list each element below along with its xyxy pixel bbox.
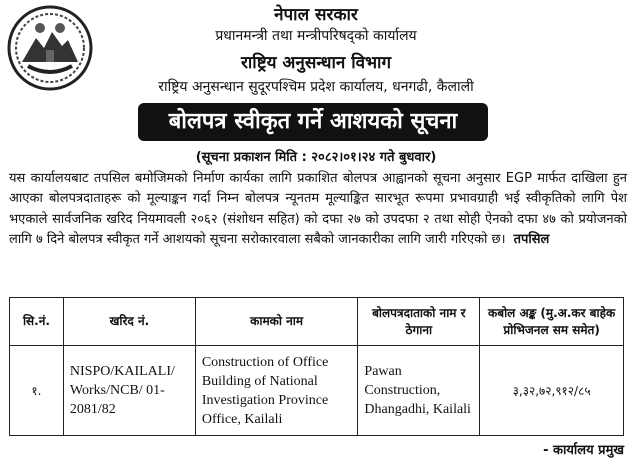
bid-table xyxy=(9,297,624,436)
office-address: राष्ट्रिय अनुसन्धान सुदूरपश्चिम प्रदेश कार्यालय, धनगढी, कैलाली xyxy=(158,79,474,95)
cell-procurement-no: NISPO/KAILALI/ Works/NCB/ 01-2081/82 xyxy=(63,346,195,436)
department-name: राष्ट्रिय अनुसन्धान विभाग xyxy=(240,53,392,73)
col-header-work-name: कामको नाम xyxy=(195,298,358,346)
col-header-sn: सि.नं. xyxy=(10,298,64,346)
notice-body xyxy=(9,169,627,250)
notice-body-text: यस कार्यालयबाट तपसिल बमोजिमको निर्माण कार्यका लागि प्रकाशित बोलपत्र आह्वानको सूचना अनुसार EGP मार्फत दाखिला हुन आएका बोलपत्रदाताहरू को मूल्याङ्कन गर्दा निम्न बोलपत्र न्यूनतम मूल्याङ्कित सारभूत रूपमा प्रभावग्राही भई स्वीकृतिको लागि पेश भएकाले सार्वजनिक खरिद नियमावली २०६२ (संशोधन सहित) को दफा २७ को उपदफा २ तथा सोही ऐनको दफा ४७ को प्रयोजनको लागि ७ दिने बोलपत्र स्वीकृत गर्ने आशयको सूचना सरोकारवाला सबैको जानकारीका लागि जारी गरिएको छ। xyxy=(9,171,627,247)
notice-title: बोलपत्र स्वीकृत गर्ने आशयको सूचना xyxy=(138,103,488,141)
cell-bidder: Pawan Construction, Dhangadhi, Kailali xyxy=(358,346,480,436)
cell-work-name: Construction of Office Building of National Investigation Province Office, Kailali xyxy=(195,346,358,436)
tapsil-label: तपसिल xyxy=(513,231,550,247)
cell-amount: ३,३२,७२,९१२/८५ xyxy=(480,346,624,436)
col-header-procurement-no: खरिद नं. xyxy=(63,298,195,346)
org-name: नेपाल सरकार xyxy=(274,5,358,25)
cell-sn: १. xyxy=(10,346,64,436)
ministry-name: प्रधानमन्त्री तथा मन्त्रीपरिषद्को कार्यालय xyxy=(215,28,417,44)
col-header-amount: कबोल अङ्क (मु.अ.कर बाहेक प्रोभिजनल सम समेत) xyxy=(480,298,624,346)
table-row xyxy=(10,346,624,436)
table-header-row xyxy=(10,298,624,346)
signature-line: - कार्यालय प्रमुख xyxy=(543,443,624,458)
publication-date: (सूचना प्रकाशन मिति : २०८२।०१।२४ गते बुधवार) xyxy=(195,150,437,165)
col-header-bidder: बोलपत्रदाताको नाम र ठेगाना xyxy=(358,298,480,346)
